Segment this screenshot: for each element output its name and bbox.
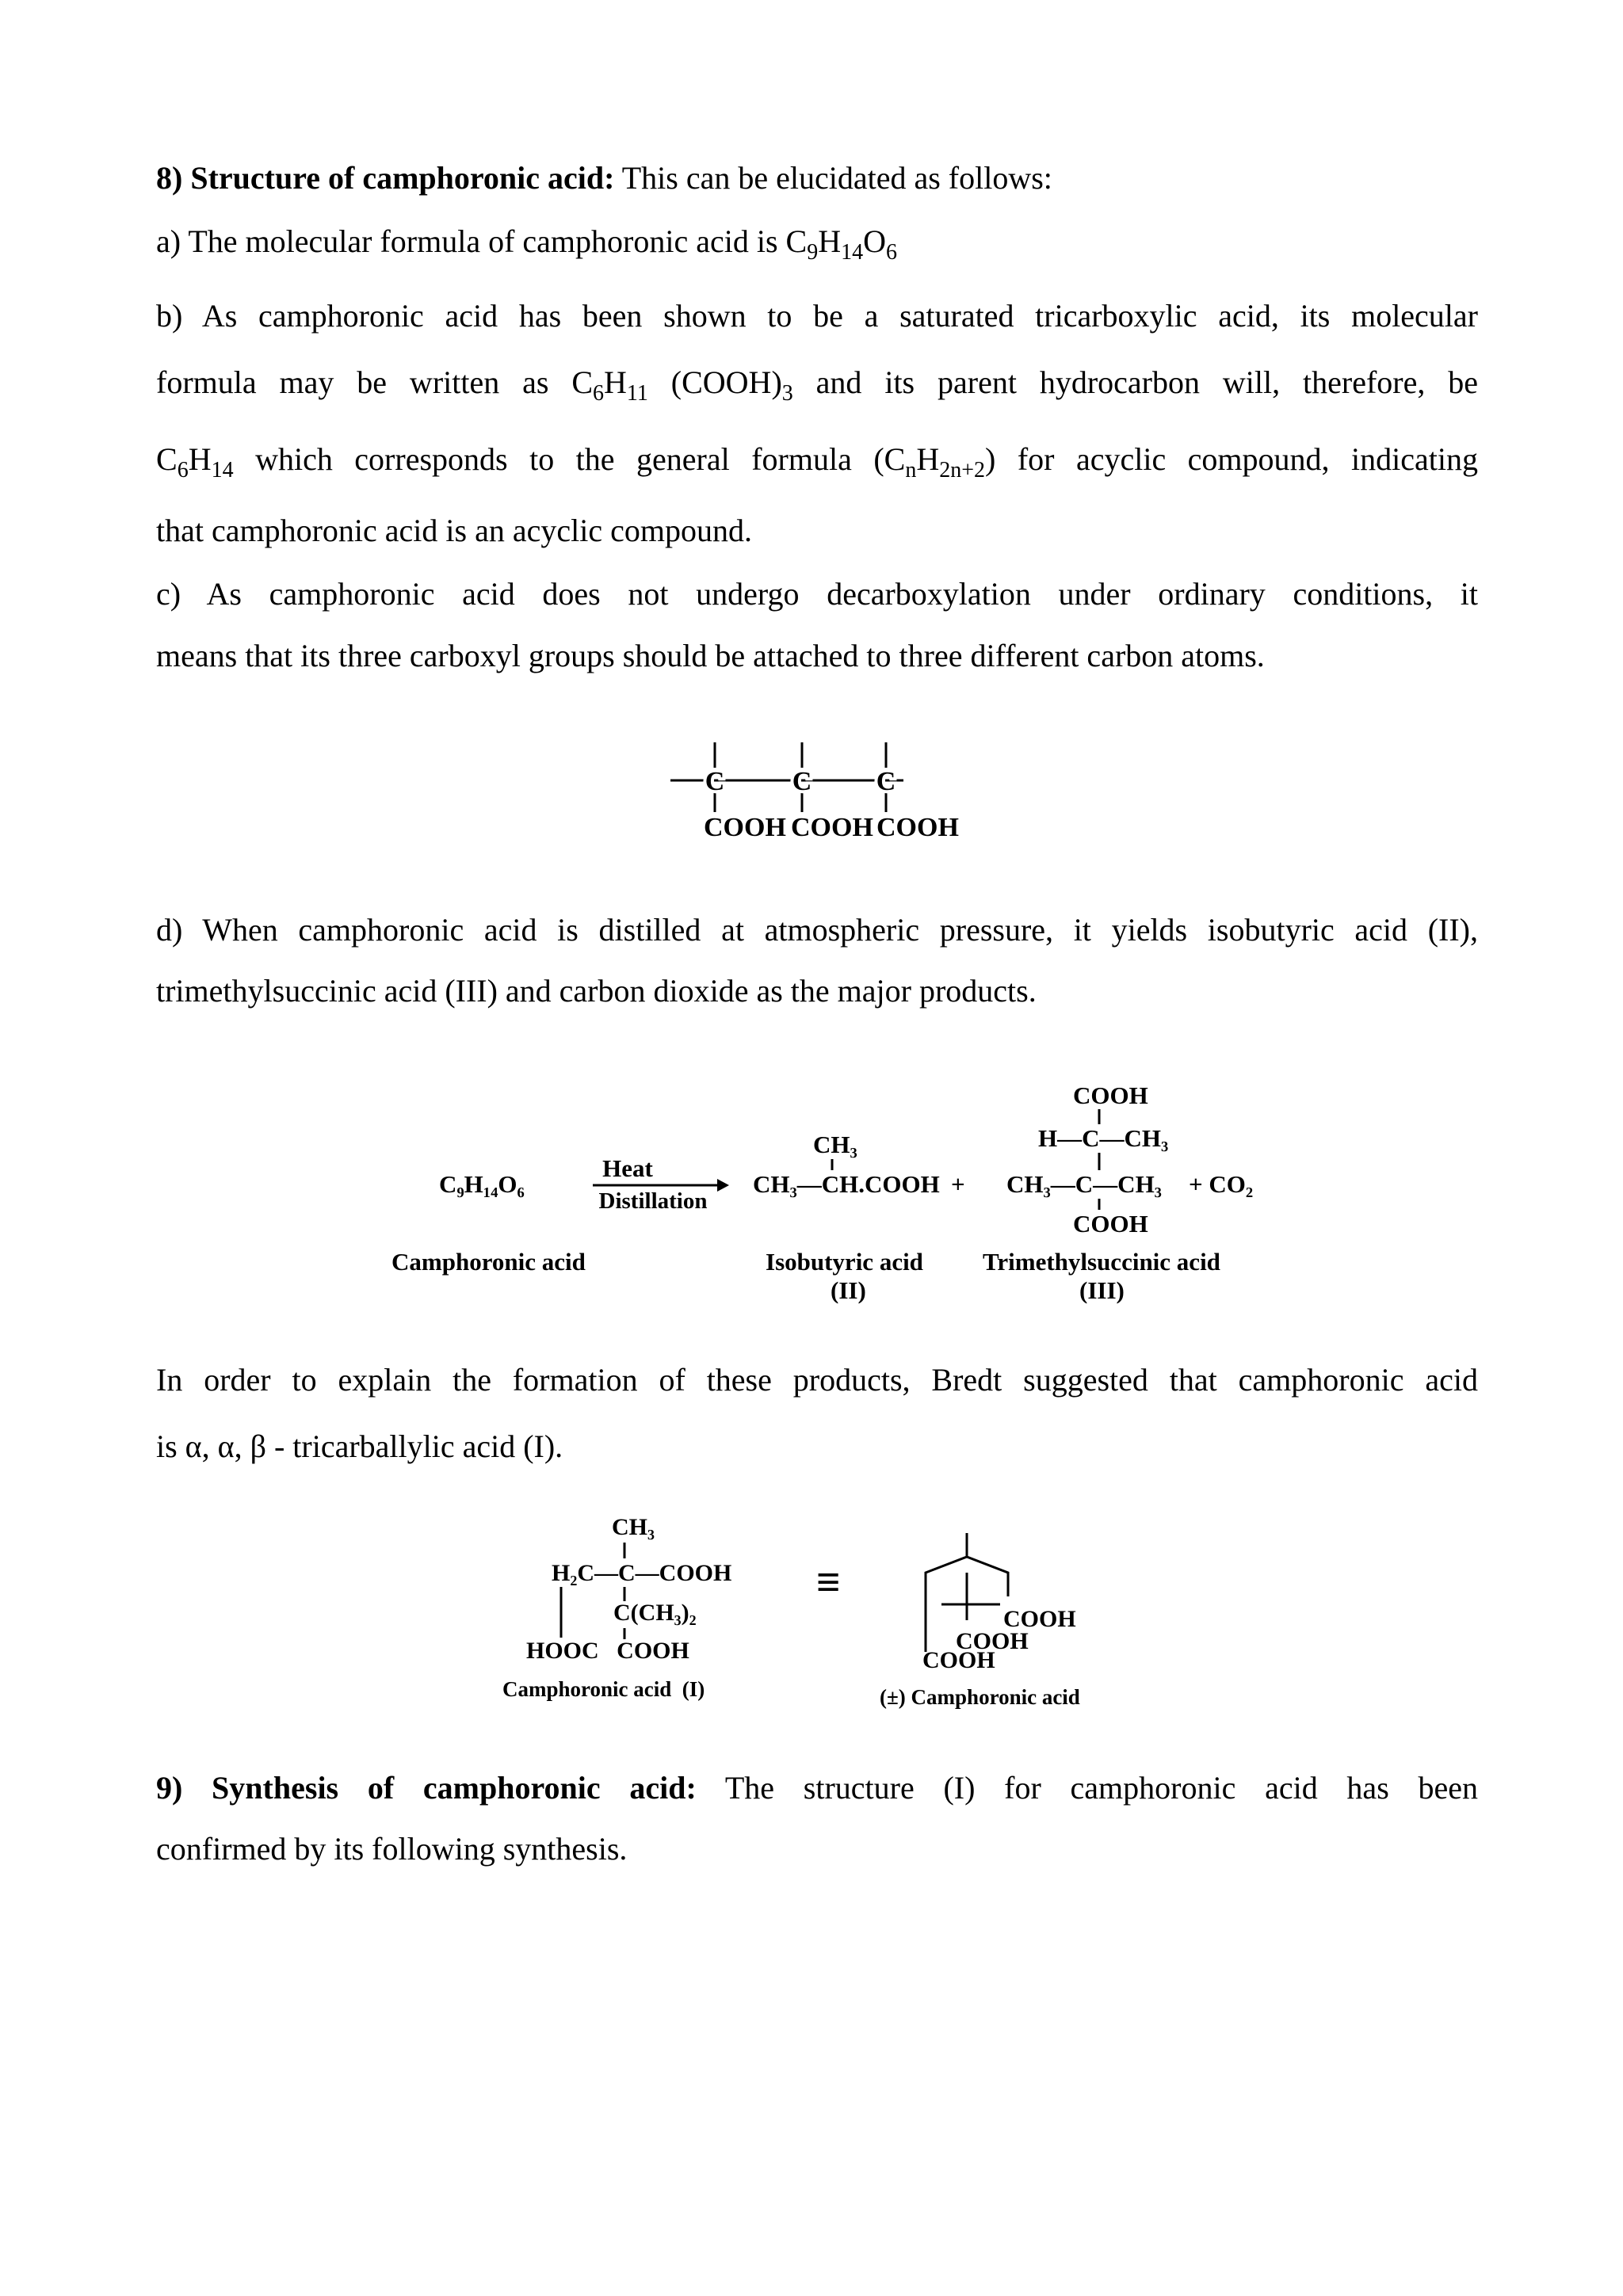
- isobutyric-formula: CH₃—CH.COOH: [753, 1170, 940, 1198]
- bredt-line-1: In order to explain the formation of these products, Bredt suggested that camphoronic acid: [156, 1362, 1478, 1398]
- tms-bottom-cooh: COOH: [1073, 1210, 1148, 1238]
- reactant-label: Camphoronic acid: [391, 1248, 586, 1276]
- carbon-2: C: [792, 767, 812, 796]
- point-b-line-1: b) As camphoronic acid has been shown to be a saturated tricarboxylic acid, its molecular: [156, 298, 1478, 334]
- cooh-2: COOH: [791, 813, 873, 842]
- isobutyric-label: Isobutyric acid: [766, 1248, 923, 1276]
- reactant-formula: C₉H₁₄O₆: [439, 1170, 525, 1198]
- point-b-line-2: formula may be written as $C_6H_{11}$ $(COOH)_3$ and its parent hydrocarbon will, therefore, be: [156, 364, 1479, 406]
- point-c-line-2: means that its three carboxyl groups should be attached to three different carbon atoms.: [156, 638, 1265, 673]
- tms-top-cooh: COOH: [1073, 1081, 1148, 1109]
- plus-sign: +: [951, 1170, 965, 1198]
- reaction-arrow-head: [717, 1179, 729, 1192]
- carbon-1: C: [705, 767, 725, 796]
- label-racemic-camphoronic-acid: (±) Camphoronic acid: [880, 1685, 1080, 1709]
- section-8-intro: This can be elucidated as follows:: [614, 160, 1052, 196]
- section-9-heading: 9) Synthesis of camphoronic acid:: [156, 1770, 697, 1806]
- tricarboxyl-chain-diagram: [666, 733, 967, 852]
- section-8-heading-line: [156, 145, 1478, 212]
- section-8-heading: 8) Structure of camphoronic acid:: [156, 160, 615, 196]
- structure-row-1: H₂C—C—COOH: [552, 1560, 732, 1586]
- ring-cooh-1: COOH: [1003, 1606, 1076, 1632]
- label-camphoronic-acid-i: Camphoronic acid (I): [502, 1677, 705, 1701]
- point-d-line-2: trimethylsuccinic acid (III) and carbon dioxide as the major products.: [156, 973, 1037, 1009]
- tms-row-2: CH₃—C—CH₃: [1006, 1170, 1162, 1198]
- tms-label: Trimethylsuccinic acid: [983, 1248, 1220, 1276]
- point-d-line-1: d) When camphoronic acid is distilled at atmospheric pressure, it yields isobutyric acid (II),: [156, 912, 1478, 948]
- carbon-3: C: [876, 767, 896, 796]
- structure-row-2: C(CH₃)₂: [613, 1600, 697, 1626]
- structure-ch3: CH₃: [612, 1514, 655, 1540]
- point-a: [156, 208, 1478, 275]
- camphoronic-acid-structure-diagram: [491, 1501, 1149, 1723]
- point-b-line-3: $C_6H_{14}$ which corresponds to the general formula $(C_nH_{2n+2})$ for acyclic compound, indicating: [156, 441, 1478, 482]
- cooh-3: COOH: [876, 813, 959, 842]
- structure-row-3: HOOC COOH: [526, 1638, 689, 1664]
- distillation-reaction-diagram: [380, 1074, 1292, 1311]
- section-9-text: The structure (I) for camphoronic acid has been: [696, 1770, 1479, 1806]
- ring-cooh-2: COOH: [956, 1628, 1029, 1654]
- equivalent-sign: ≡: [816, 1558, 841, 1606]
- isobutyric-ch3: CH₃: [813, 1131, 857, 1158]
- arrow-bottom-label: Distillation: [598, 1188, 708, 1214]
- section-9-line-1: [156, 1755, 1478, 1821]
- point-c-line-1: c) As camphoronic acid does not undergo decarboxylation under ordinary conditions, it: [156, 576, 1478, 612]
- tms-number: (III): [1079, 1276, 1125, 1304]
- cooh-1: COOH: [704, 813, 786, 842]
- bredt-line-2: is α, α, β - tricarballylic acid (I).: [156, 1428, 563, 1464]
- point-a-text: a) The molecular formula of camphoronic acid is: [156, 223, 786, 259]
- ring-cooh-3: COOH: [922, 1647, 995, 1673]
- point-b-line-4: that camphoronic acid is an acyclic compound.: [156, 513, 752, 548]
- tms-row-1: H—C—CH₃: [1038, 1124, 1169, 1152]
- arrow-top-label: Heat: [602, 1154, 653, 1182]
- section-9-line-2: confirmed by its following synthesis.: [156, 1831, 628, 1867]
- isobutyric-number: (II): [831, 1276, 866, 1304]
- formula-c9h14o6: $C_9H_{14}O_6$: [785, 223, 897, 265]
- co2-product: + CO₂: [1189, 1170, 1254, 1198]
